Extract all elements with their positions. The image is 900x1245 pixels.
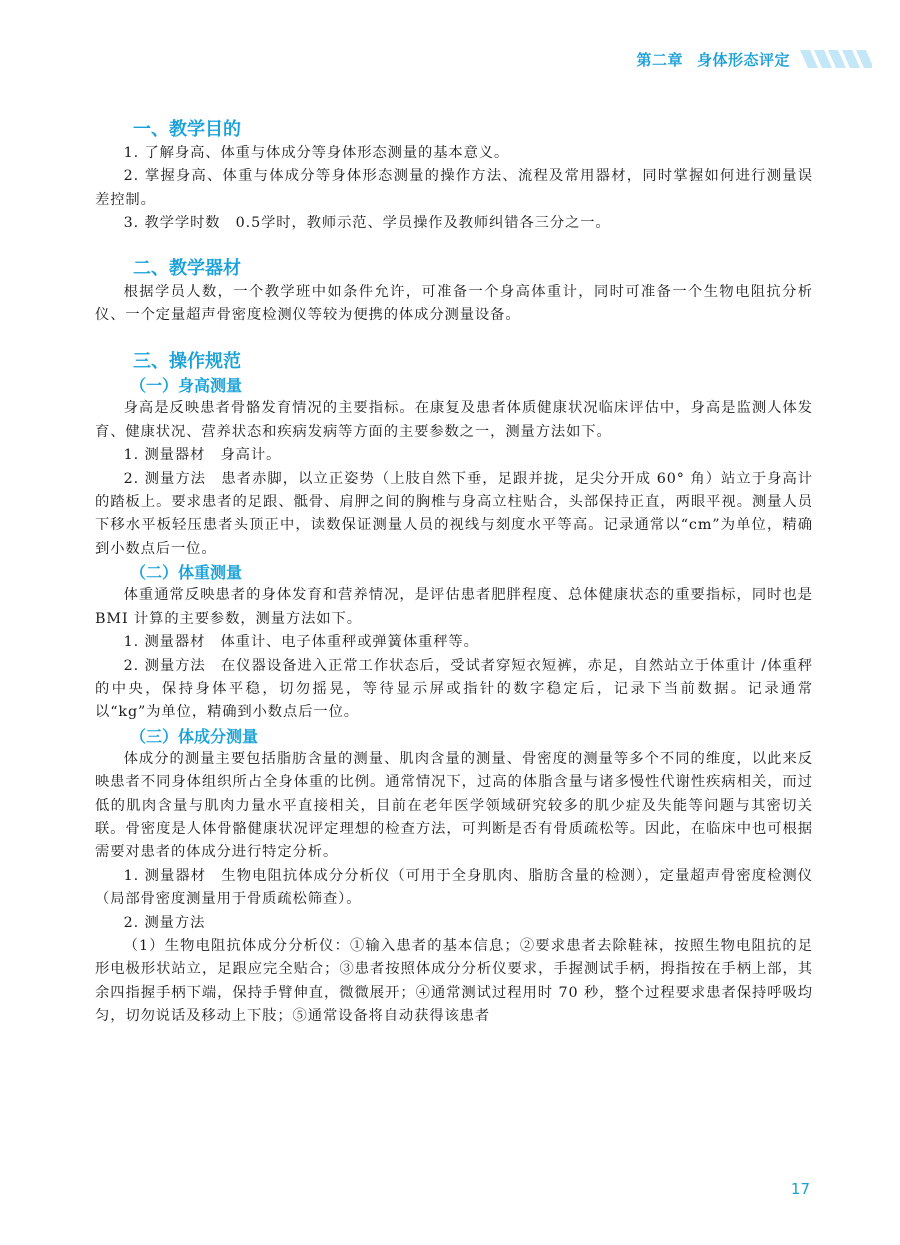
running-header: [636, 49, 790, 70]
subsection-heading-weight: （二）体重测量: [130, 563, 243, 583]
paragraph: 1. 测量器材 体重计、电子体重秤或弹簧体重秤等。: [123, 634, 479, 651]
section-heading-operation-standards: 三、操作规范: [133, 351, 241, 373]
page-number: 17: [790, 1180, 810, 1198]
paragraph: 2. 掌握身高、体重与体成分等身体形态测量的操作方法、流程及常用器材，同时掌握如何进行测量误差控制。: [95, 168, 813, 208]
section-heading-teaching-goals: 一、教学目的: [133, 119, 241, 140]
page-content: [95, 118, 813, 1029]
section-heading-teaching-equipment: 二、教学器材: [133, 257, 241, 279]
paragraph: 根据学员人数，一个教学班中如条件允许，可准备一个身高体重计，同时可准备一个生物电阻抗分析仪、一个定量超声骨密度检测仪等较为便携的体成分测量设备。: [95, 283, 813, 324]
header-stripes-decoration: [800, 50, 872, 68]
chapter-label: 第二章: [636, 51, 683, 69]
paragraph: 体成分的测量主要包括脂肪含量的测量、肌肉含量的测量、骨密度的测量等多个不同的维度，以此来反映患者不同身体组织所占全身体重的比例。通常情况下，过高的体脂含量与诸多慢性代谢性疾病相关，而过低的肌肉含量与肌肉力量水平直接相关，目前在老年医学领域研究较多的肌少症及失能等问题与其密切关联。骨密度是人体骨骼健康状况评定理想的检查方法，可判断是否有骨质疏松等。因此，在临床中也可根据需要对患者的体成分进行特定分析。: [95, 750, 813, 861]
paragraph: 身高是反映患者骨骼发育情况的主要指标。在康复及患者体质健康状况临床评估中，身高是监测人体发育、健康状况、营养状态和疾病发病等方面的主要参数之一，测量方法如下。: [95, 400, 813, 440]
paragraph: 1. 测量器材 生物电阻抗体成分分析仪（可用于全身肌肉、脂肪含量的检测），定量超声骨密度检测仪（局部骨密度测量用于骨质疏松筛查）。: [95, 867, 813, 908]
subsection-heading-body-composition: （三）体成分测量: [130, 726, 259, 746]
paragraph: 体重通常反映患者的身体发育和营养情况，是评估患者肥胖程度、总体健康状态的重要指标，同时也是 BMI 计算的主要参数，测量方法如下。: [95, 587, 813, 627]
chapter-title: 身体形态评定: [696, 51, 790, 69]
paragraph: 3. 教学学时数 0.5学时，教师示范、学员操作及教师纠错各三分之一。: [123, 215, 611, 232]
paragraph: 1. 了解身高、体重与体成分等身体形态测量的基本意义。: [123, 145, 510, 161]
paragraph: 2. 测量方法: [123, 914, 206, 931]
paragraph: 2. 测量方法 患者赤脚，以立正姿势（上肢自然下垂，足跟并拢，足尖分开成 60° 角）站立于身高计的踏板上。要求患者的足跟、骶骨、肩胛之间的胸椎与身高立柱贴合，头部保持正直，两眼平视。测量人员下移水平板轻压患者头顶正中，读数保证测量人员的视线与刻度水平等高。记录通常以“cm”为单位，精确到小数点后一位。: [95, 470, 813, 557]
paragraph: （1）生物电阻抗体成分分析仪：①输入患者的基本信息；②要求患者去除鞋袜，按照生物电阻抗的足形电极形状站立，足跟应完全贴合；③患者按照体成分分析仪要求，手握测试手柄，拇指按在手柄上部，其余四指握手柄下端，保持手臂伸直，微微展开；④通常测试过程用时 70 秒，整个过程要求患者保持呼吸均匀，切勿说话及移动上下肢；⑤通常设备将自动获得该患者: [95, 937, 813, 1025]
paragraph: 1. 测量器材 身高计。: [123, 447, 282, 464]
paragraph: 2. 测量方法 在仪器设备进入正常工作状态后，受试者穿短衣短裤，赤足，自然站立于体重计 /体重秤的中央，保持身体平稳，切勿摇晃，等待显示屏或指针的数字稳定后，记录下当前数据。记录通常以“kg”为单位，精确到小数点后一位。: [95, 657, 813, 721]
subsection-heading-height: （一）身高测量: [130, 376, 243, 396]
page-header: [0, 0, 900, 100]
